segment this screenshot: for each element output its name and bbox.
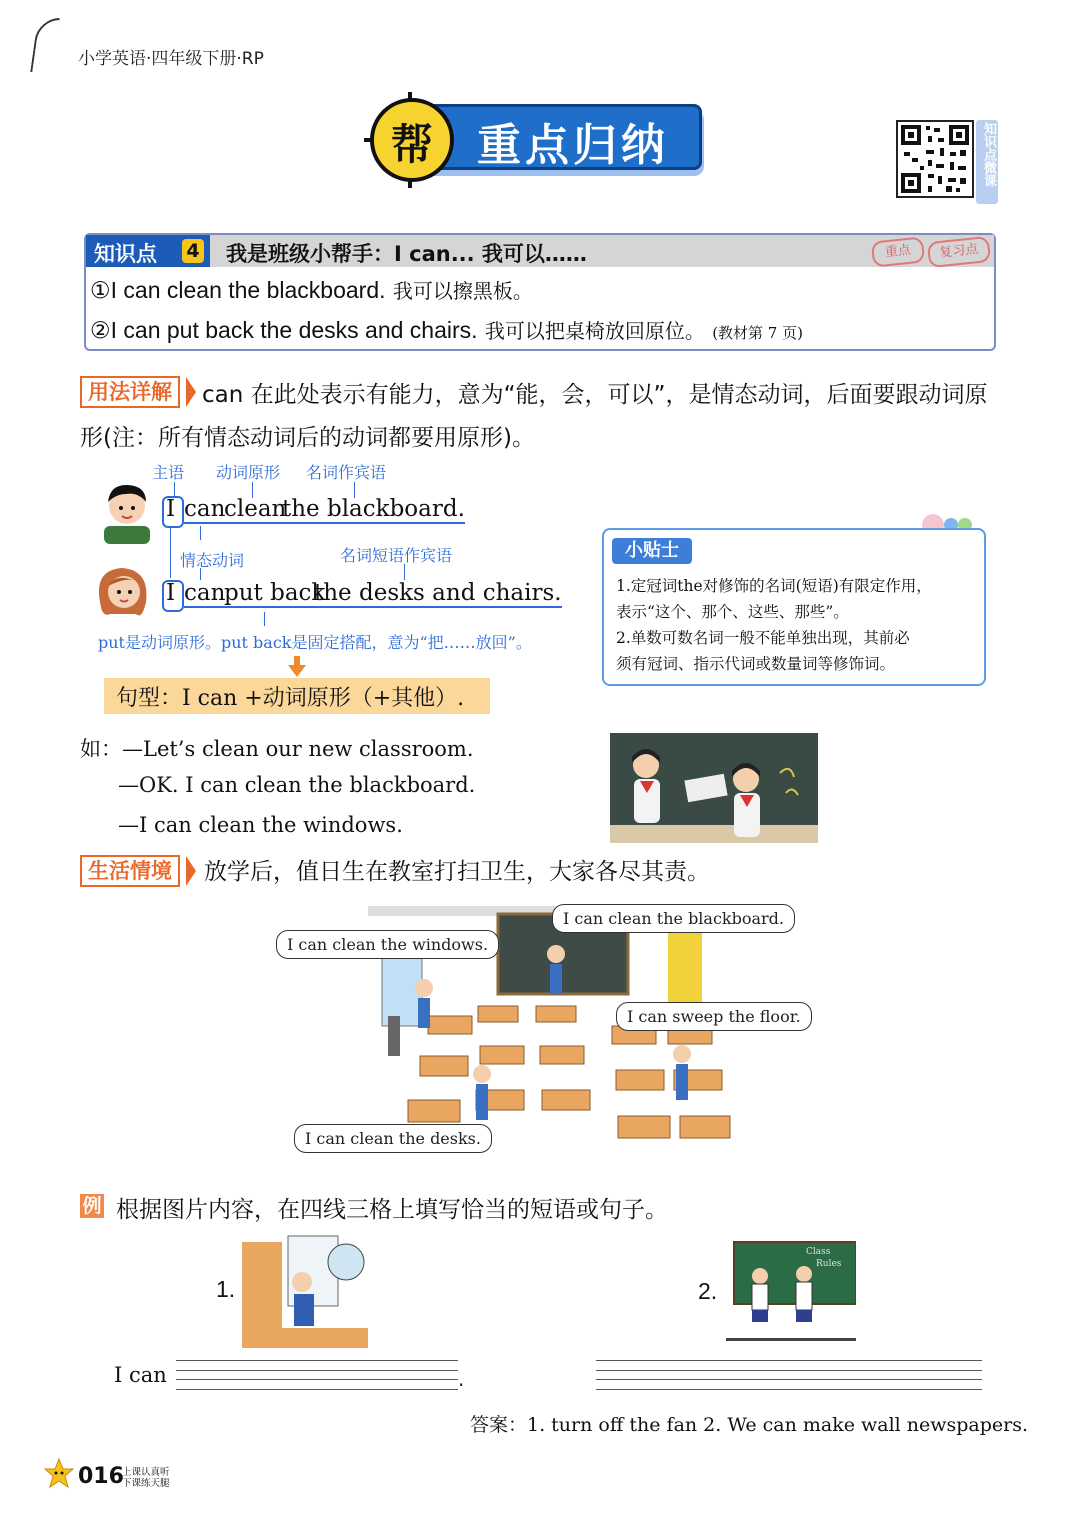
qr-code[interactable]	[896, 120, 974, 198]
qr-code-icon	[898, 122, 972, 196]
footer-slogan-1: 上课认真听	[122, 1467, 170, 1478]
life-scene-tag: 生活情境	[80, 855, 180, 887]
qr-label	[976, 120, 998, 204]
knowledge-tag-label: 知识点	[94, 242, 157, 266]
tip-title: 小贴士	[612, 538, 692, 564]
answer-period: .	[458, 1367, 465, 1391]
corner-decoration	[30, 18, 60, 72]
item-number-2: 2.	[698, 1278, 718, 1304]
blackboard-text-rules: Rules	[816, 1259, 842, 1269]
label-verb-base: 动词原形	[216, 463, 281, 482]
s2-i: I	[166, 580, 176, 606]
label-noun-phrase-object: 名词短语作宾语	[340, 546, 453, 565]
stamp-key-point: 重点	[871, 236, 925, 267]
arrow-put-back	[264, 612, 265, 626]
usage-tag: 用法详解	[80, 376, 180, 408]
s2-object: the desks and chairs.	[314, 580, 562, 606]
wall-newspaper-illustration	[726, 1240, 856, 1346]
s1-i: I	[166, 496, 176, 522]
life-scene-text: 放学后，值日生在教室打扫卫生，大家各尽其责。	[204, 859, 710, 885]
boy-avatar	[98, 480, 156, 544]
footer-slogan	[122, 1467, 170, 1489]
tip-line-2: 表示“这个、那个、这些、那些”。	[616, 603, 849, 621]
tip-line-1: 1.定冠词the对修饰的名词(短语)有限定作用，	[616, 577, 932, 595]
connector-can-bottom	[200, 568, 201, 580]
page-number: 016	[78, 1464, 124, 1489]
answer-prompt: I can	[114, 1363, 167, 1387]
example-line-1	[80, 733, 474, 763]
tip-box	[602, 528, 986, 686]
answer-key: 答案：1. turn off the fan 2. We can make wall newspapers.	[470, 1414, 1029, 1436]
example-tag: 例	[80, 1194, 104, 1218]
bubble-clean-blackboard: I can clean the blackboard.	[552, 904, 795, 933]
sentence-pattern-box	[104, 678, 490, 714]
sentence-pattern: 句型：I can +动词原形（+其他）.	[116, 686, 465, 711]
book-header: 小学英语·四年级下册·RP	[78, 49, 264, 69]
s2-verb: put back	[224, 580, 326, 606]
s1-verb: clean	[224, 496, 287, 522]
knowledge-line-1	[90, 275, 533, 304]
banner-title: 重点归纳	[477, 120, 669, 171]
badge-circle	[370, 98, 454, 182]
example-line-2: —OK. I can clean the blackboard.	[118, 773, 476, 797]
down-arrow-icon	[288, 656, 306, 678]
put-back-note: put是动词原形。put back是固定搭配，意为“把……放回”。	[98, 633, 532, 652]
star-mascot-icon	[44, 1458, 74, 1490]
label-noun-object: 名词作宾语	[306, 463, 387, 482]
label-modal-verb: 情态动词	[180, 551, 245, 570]
bubble-clean-windows: I can clean the windows.	[276, 930, 499, 959]
line2-chinese: 我可以把桌椅放回原位。	[484, 319, 705, 343]
connector-can-top	[200, 526, 201, 540]
girl-avatar	[92, 562, 154, 624]
blackboard-text-class: Class	[806, 1247, 831, 1257]
line1-chinese: 我可以擦黑板。	[392, 279, 533, 303]
section-banner	[370, 98, 706, 188]
textbook-reference: (教材第 7 页)	[712, 324, 803, 342]
stamp-review-point: 复习点	[927, 236, 991, 268]
bubble-clean-desks: I can clean the desks.	[294, 1124, 492, 1153]
classroom-blackboard-illustration	[610, 733, 818, 843]
badge-character: 帮	[390, 120, 433, 169]
example-text-1: —Let’s clean our new classroom.	[122, 737, 474, 761]
life-scene-tag-arrow	[186, 856, 196, 886]
connector-subjects	[170, 526, 171, 578]
tip-line-4: 须有冠词、指示代词或数量词等修饰词。	[616, 655, 896, 673]
line2-english: ②I can put back the desks and chairs.	[90, 317, 478, 343]
banner-plate	[414, 104, 702, 170]
writing-lines-2[interactable]	[596, 1360, 982, 1390]
writing-lines-1[interactable]	[176, 1360, 458, 1390]
bubble-sweep-floor: I can sweep the floor.	[616, 1002, 812, 1031]
knowledge-tag	[86, 235, 210, 267]
label-subject: 主语	[152, 463, 185, 482]
fan-illustration	[242, 1232, 368, 1348]
arrow-noun-phrase	[404, 564, 405, 580]
knowledge-line-2	[90, 315, 803, 344]
example-line-3: —I can clean the windows.	[118, 813, 403, 837]
usage-text: can 在此处表示有能力，意为“能，会，可以”，是情态动词，后面要跟动词原形(注：所有情态动词后的动词都要用原形)。	[80, 382, 988, 451]
footer-slogan-2: 下课练天腿	[122, 1478, 170, 1489]
line1-english: ①I can clean the blackboard.	[90, 277, 386, 303]
knowledge-title: 我是班级小帮手：I can... 我可以……	[226, 242, 587, 266]
item-number-1: 1.	[216, 1276, 236, 1302]
exercise-instruction: 根据图片内容，在四线三格上填写恰当的短语或句子。	[116, 1197, 668, 1223]
knowledge-point-box	[84, 233, 996, 351]
s1-can: can	[184, 496, 226, 522]
tip-line-3: 2.单数可数名词一般不能单独出现，其前必	[616, 629, 910, 647]
s2-can: can	[184, 580, 226, 606]
s1-object: the blackboard.	[282, 496, 465, 522]
example-prefix: 如：	[80, 737, 122, 761]
knowledge-number: 4	[182, 239, 204, 263]
qr-label-text: 知识点微课	[981, 122, 996, 187]
